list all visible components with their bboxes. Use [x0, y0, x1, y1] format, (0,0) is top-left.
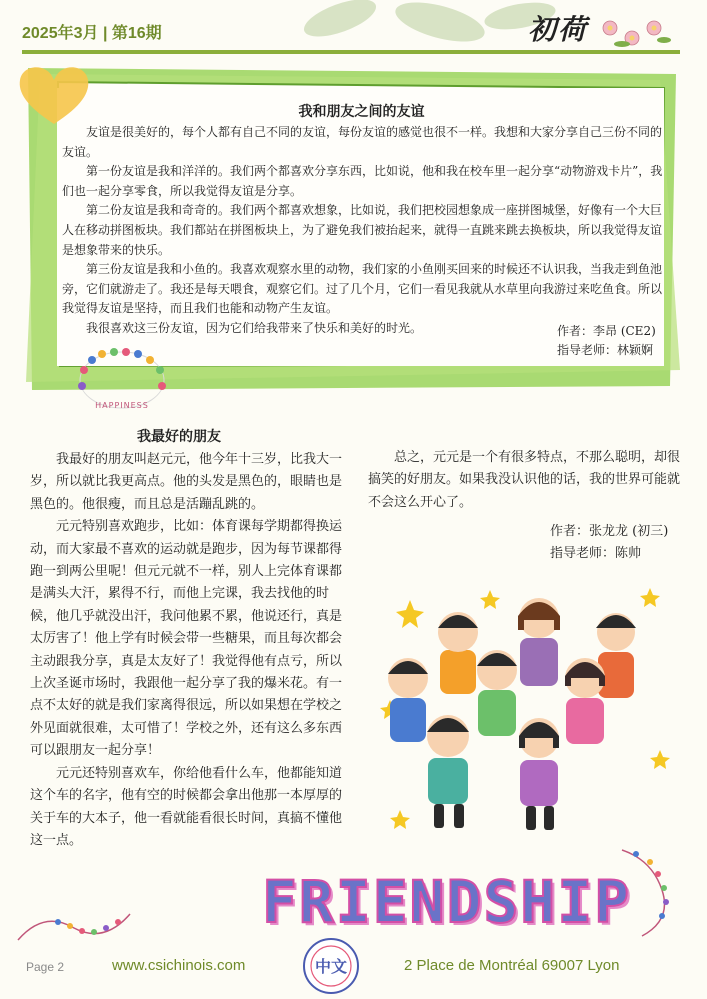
brand-logo-text: 初荷: [528, 13, 589, 46]
flower-icon: [592, 10, 672, 50]
website-link[interactable]: www.csichinois.com: [112, 957, 246, 974]
article-paragraph: 元元还特别喜欢车，你给他看什么车，他都能知道这个车的名字，他有空的时候都会拿出他那一本厚厚的关于车的大本子，他一看就能看很长时间，真搞不懂他这一点。: [30, 765, 343, 848]
story-teacher: 指导老师：林颖婀: [557, 343, 654, 357]
page-number: Page 2: [26, 960, 65, 974]
article-byline: [550, 521, 668, 565]
leaf-decoration: [300, 0, 560, 50]
article-author: 作者：张龙龙 (初三): [550, 524, 669, 539]
article-right-column: [368, 447, 680, 514]
article-paragraph: 我最好的朋友叫赵元元，他今年十三岁，比我大一岁，所以就比我更高点。他的头发是黑色的，眼睛也是黑色的。他很瘦，而且总是活蹦乱跳的。: [30, 452, 343, 512]
article-left-column: [30, 449, 346, 852]
article-paragraph: 总之，元元是一个有很多特点，不那么聪明，却很搞笑的好朋友。如果我没认识他的话，我的世界可能就不会这么开心了。: [368, 450, 681, 510]
story-byline: [557, 322, 656, 360]
children-illustration: [370, 580, 682, 850]
article-teacher: 指导老师：陈帅: [550, 546, 642, 561]
bracelet-text: HAPPINESS: [95, 401, 149, 410]
article-paragraph: 元元特别喜欢跑步，比如：体育课每学期都得换运动，而大家最不喜欢的运动就是跑步，因为每节课都得跑一到两公里呢！但元元就不一样，别人上完体育课都是满头大汗，累得不行，而他上完课，我去找他的时候，他几乎就没出汗，我问他累不累，他说还行，真是太厉害了！他上学有时候会带一些糖果，而且每次都会主动跟我分享，真是太友好了！我觉得他有点亏，所以上次圣诞市场时，我跟他一起分享了我的爆米花。有一点不太好的就是我们家离得很远，所以如果想在学校之外见面就很难，太可惜了！学校之外，还有这么多东西可以跟朋友一起分享！: [30, 519, 343, 759]
school-address: 2 Place de Montréal 69007 Lyon: [404, 957, 620, 974]
school-logo-text: 中文: [314, 957, 348, 976]
article-title: 我最好的朋友: [137, 429, 221, 445]
bead-string-decoration: [14, 900, 134, 950]
header-divider: [22, 50, 680, 54]
story-paragraph: 第三份友谊是我和小鱼的。我喜欢观察水里的动物，我们家的小鱼刚买回来的时候还不认识我，当我走到鱼池旁，它们就游走了。我还是每天喂食，观察它们。过了几个月，它们一看见我就从水草里向我游过来吃鱼食。所以我觉得友谊是坚持，而且我们也能和动物产生友谊。: [62, 262, 663, 316]
bracelet-illustration: [72, 342, 172, 422]
friendship-word-art: FRIENDSHIP: [262, 868, 632, 936]
story-paragraph: 第一份友谊是我和洋洋的。我们两个都喜欢分享东西，比如说，他和我在校车里一起分享“动物游戏卡片”，我们也一起分享零食，所以我觉得友谊是分享。: [62, 164, 663, 198]
issue-date: 2025年3月 | 第16期: [22, 25, 162, 42]
story-body: [62, 123, 669, 339]
story-author: 作者：李昂 (CE2): [557, 324, 656, 338]
story-paragraph: 第二份友谊是我和奇奇的。我们两个都喜欢想象，比如说，我们把校园想象成一座拼图城堡，好像有一个大巨人在移动拼图板块。我们都站在拼图板块上，为了避免我们被抬起来，就得一直跳来跳去换板块，所以我觉得友谊是想象带来的快乐。: [62, 203, 663, 257]
story-title: 我和朋友之间的友谊: [298, 104, 425, 120]
story-paragraph: 友谊是很美好的，每个人都有自己不同的友谊，每份友谊的感觉也很不一样。我想和大家分享自己三份不同的友谊。: [62, 125, 663, 159]
story-paragraph: 我很喜欢这三份友谊，因为它们给我带来了快乐和美好的时光。: [86, 320, 423, 335]
school-logo: [302, 937, 360, 995]
bead-string-decoration: [612, 840, 692, 940]
